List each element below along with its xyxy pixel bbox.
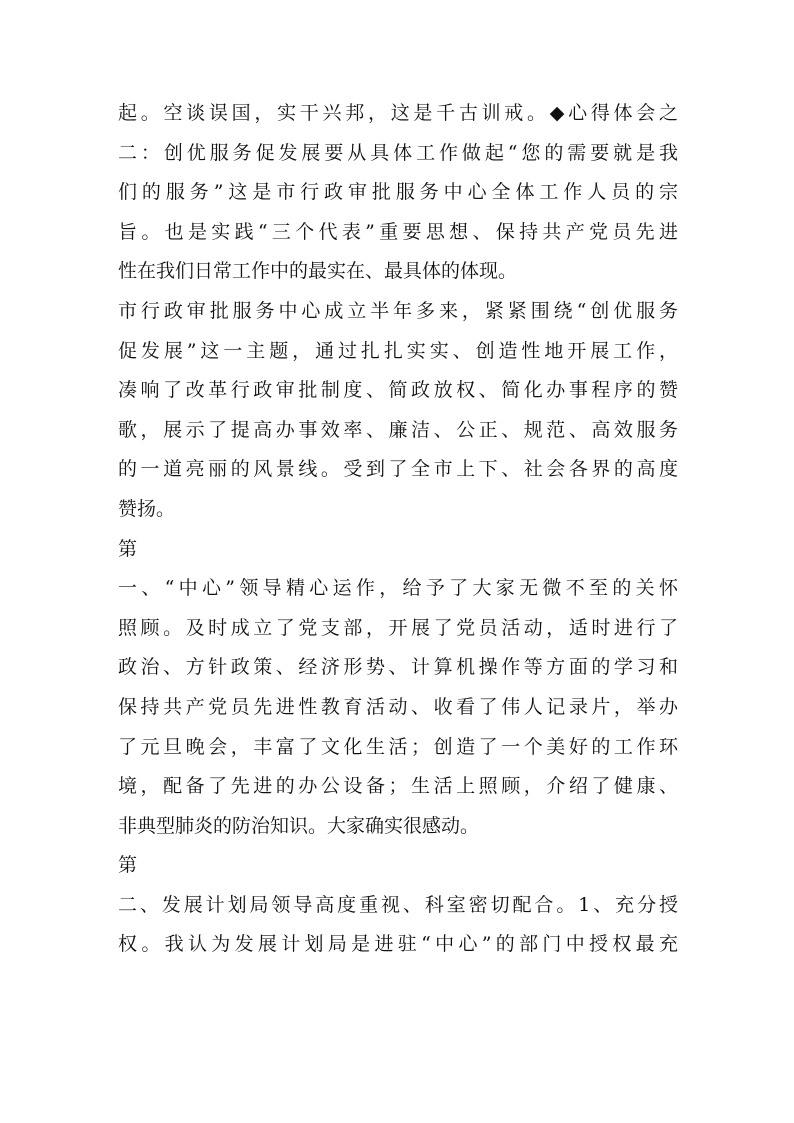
document-body <box>118 94 678 965</box>
text-line: 歌，展示了提高办事效率、廉洁、公正、规范、高效服务 <box>118 418 678 441</box>
text-line: 促发展”这一主题，通过扎扎实实、创造性地开展工作， <box>118 339 678 362</box>
text-line: 境，配备了先进的办公设备；生活上照顾，介绍了健康、 <box>118 775 678 798</box>
text-line: 第 <box>118 537 138 560</box>
text-line: 市行政审批服务中心成立半年多来，紧紧围绕“创优服务 <box>118 299 678 322</box>
text-line: 二：创优服务促发展要从具体工作做起“您的需要就是我 <box>118 141 678 164</box>
text-line: 旨。也是实践“三个代表”重要思想、保持共产党员先进 <box>118 220 678 243</box>
text-line: 赞扬。 <box>118 497 176 520</box>
text-line: 们的服务”这是市行政审批服务中心全体工作人员的宗 <box>118 181 678 204</box>
text-line: 权。我认为发展计划局是进驻“中心”的部门中授权最充 <box>118 933 678 956</box>
text-line: 了元旦晚会，丰富了文化生活；创造了一个美好的工作环 <box>118 735 678 758</box>
text-line: 第 <box>118 854 138 877</box>
text-line: 性在我们日常工作中的最实在、最具体的体现。 <box>118 260 518 283</box>
text-line: 保持共产党员先进性教育活动、收看了伟人记录片，举办 <box>118 695 678 718</box>
text-line: 的一道亮丽的风景线。受到了全市上下、社会各界的高度 <box>118 458 678 481</box>
text-line: 起。空谈误国，实干兴邦，这是千古训戒。◆心得体会之 <box>118 102 678 124</box>
text-line: 照顾。及时成立了党支部，开展了党员活动，适时进行了 <box>118 616 678 639</box>
text-line: 二、发展计划局领导高度重视、科室密切配合。1、充分授 <box>118 893 678 916</box>
text-line: 政治、方针政策、经济形势、计算机操作等方面的学习和 <box>118 656 678 679</box>
text-line: 非典型肺炎的防治知识。大家确实很感动。 <box>118 814 480 837</box>
text-line: 一、“中心”领导精心运作，给予了大家无微不至的关怀 <box>118 577 678 600</box>
text-line: 凑响了改革行政审批制度、简政放权、简化办事程序的赞 <box>118 379 678 402</box>
